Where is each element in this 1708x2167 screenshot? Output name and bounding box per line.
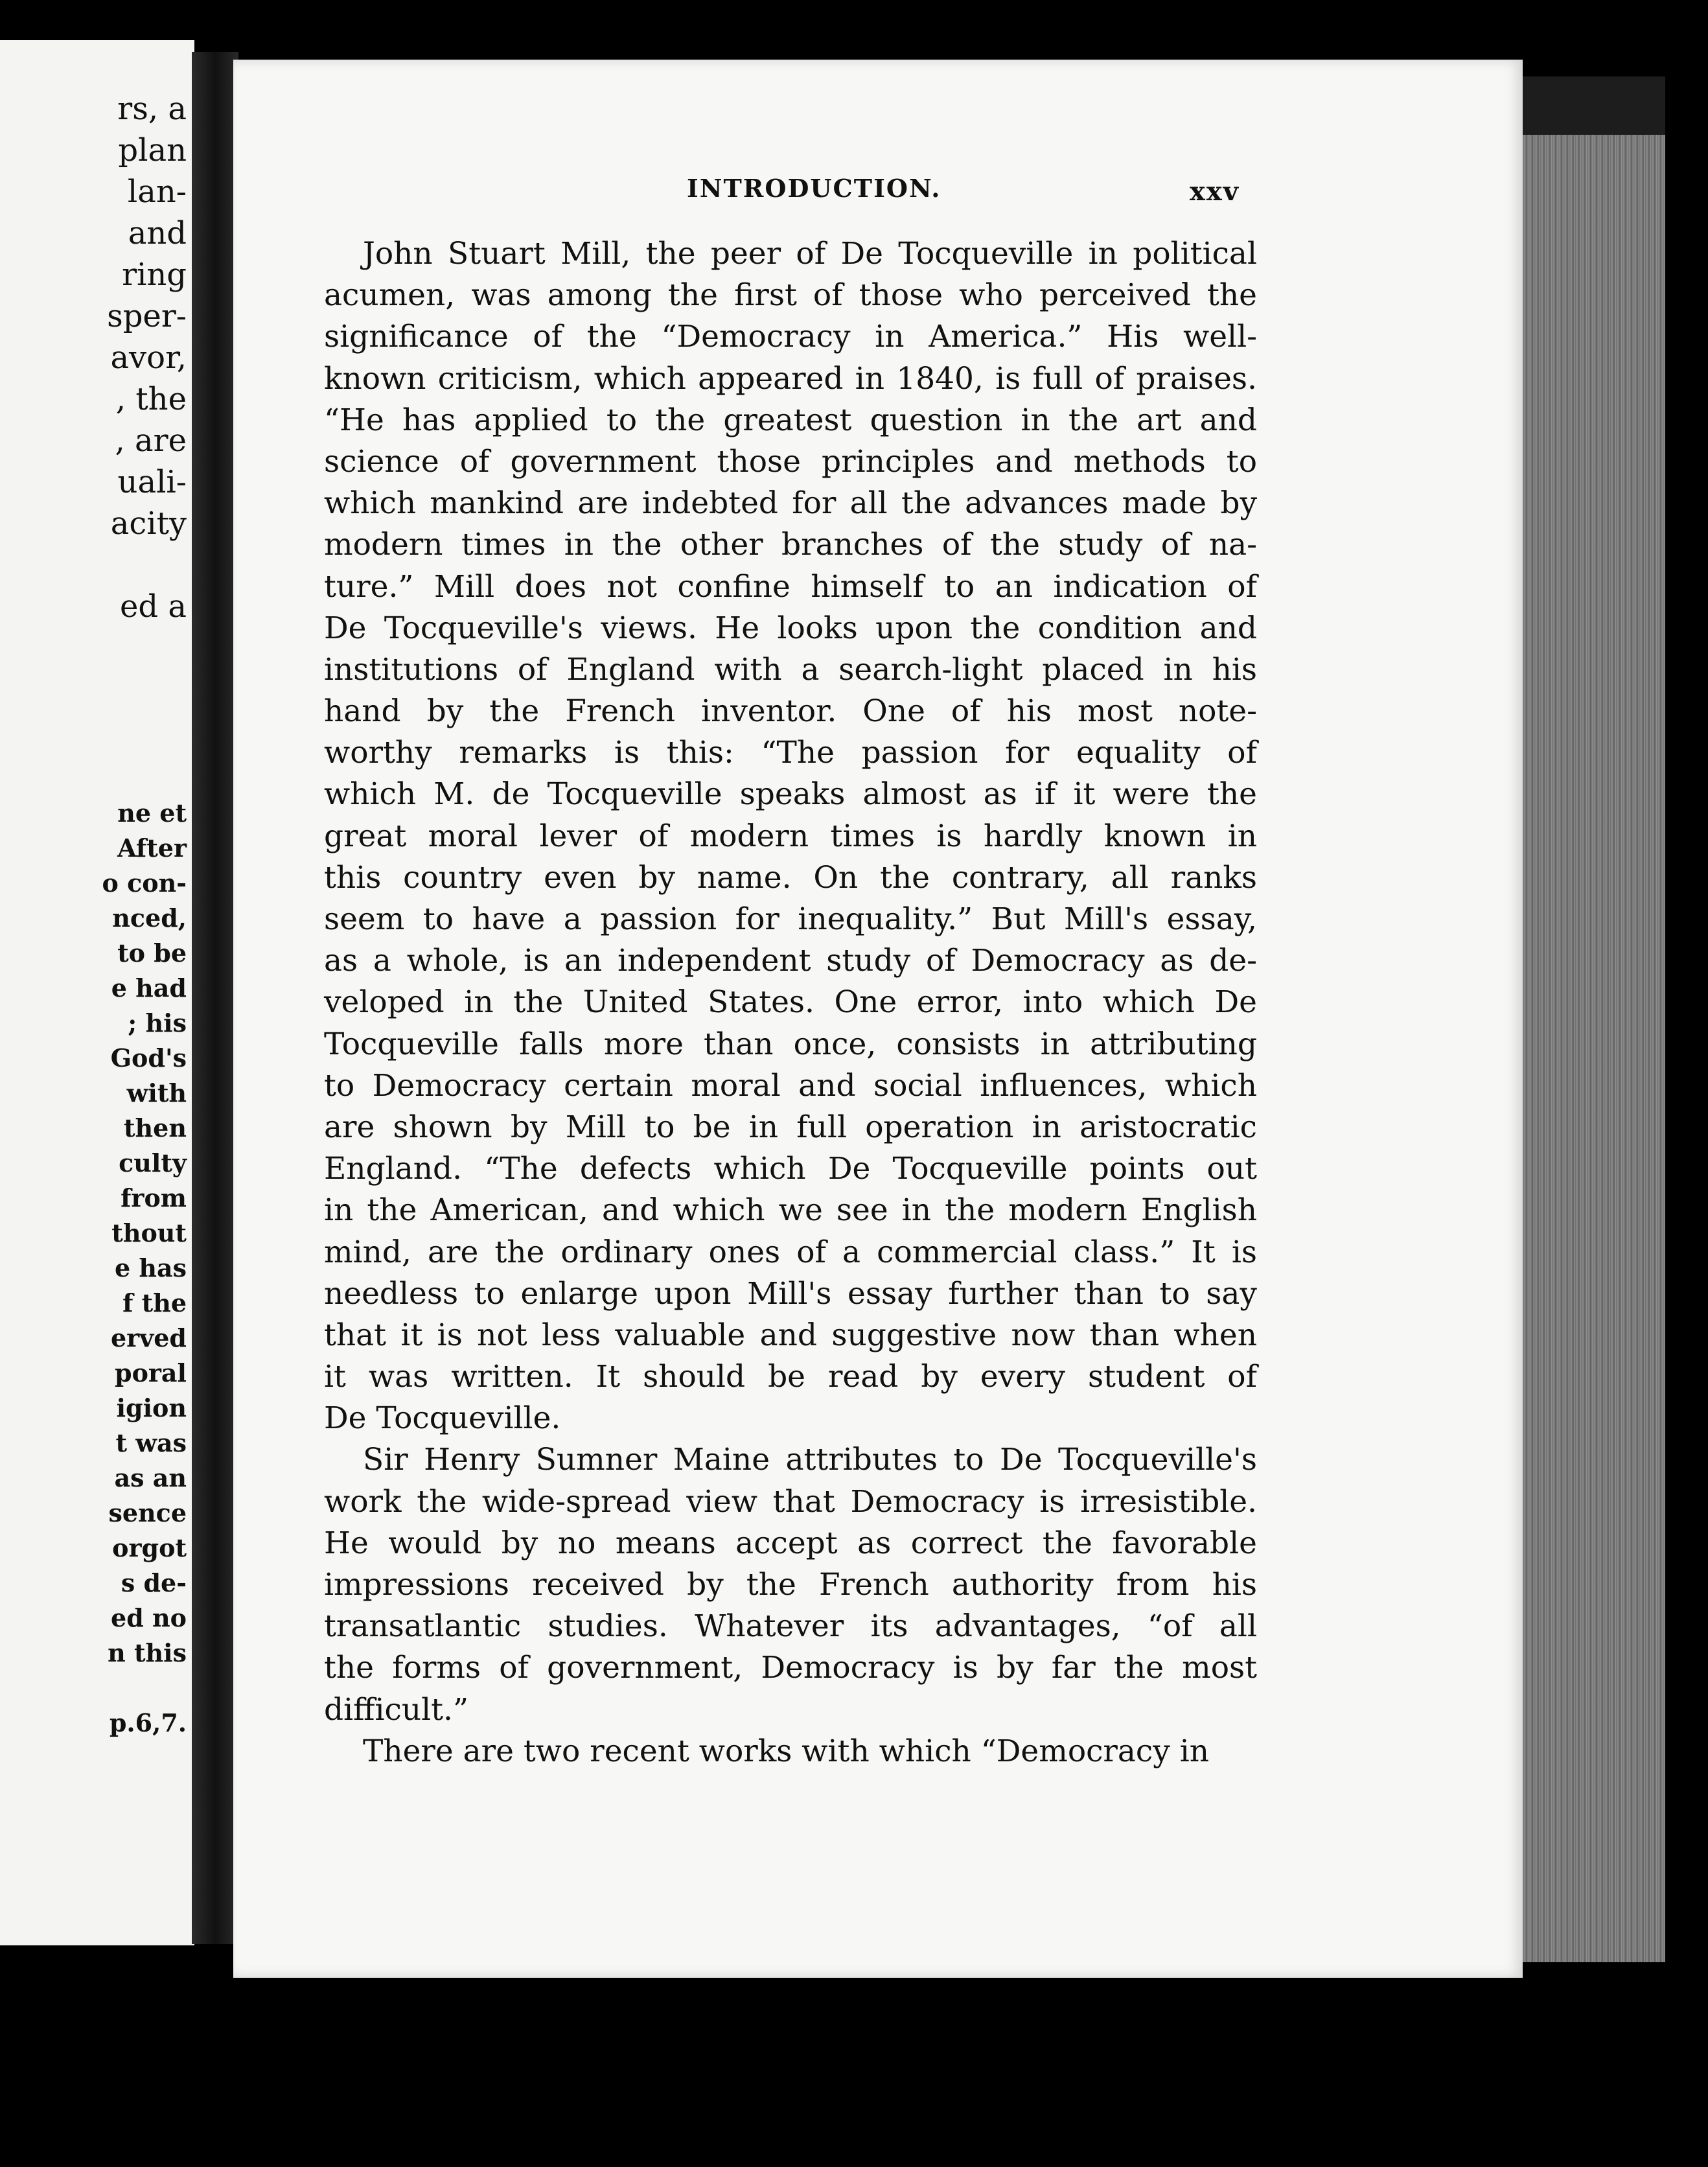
text-line: that it is not less valuable and suggestive now than when — [324, 1317, 1257, 1353]
paragraph — [324, 1731, 1257, 1772]
left-page-fragment: to be — [117, 938, 187, 968]
text-line: modern times in the other branches of the study of na- — [324, 527, 1257, 563]
text-line: work the wide-spread view that Democracy is irresistible. — [324, 1483, 1257, 1520]
left-page-fragment: uali- — [117, 464, 187, 500]
left-page-fragment: with — [126, 1078, 187, 1107]
left-page-fragment: e had — [111, 973, 187, 1002]
body-text — [324, 233, 1257, 1772]
paragraph — [324, 1439, 1257, 1730]
text-line: as a whole, is an independent study of Democracy as de- — [324, 943, 1257, 979]
text-line: great moral lever of modern times is hardly known in — [324, 818, 1257, 854]
left-page-fragment: , are — [115, 423, 187, 459]
text-line: John Stuart Mill, the peer of De Tocqueville in political — [363, 236, 1257, 272]
running-head: INTRODUCTION. — [687, 174, 941, 203]
text-line: which M. de Tocqueville speaks almost as if it were the — [324, 776, 1257, 813]
left-page-fragment: orgot — [112, 1533, 187, 1562]
left-page-fragment: rs, a — [117, 91, 187, 127]
left-page-fragment: acity — [110, 505, 187, 542]
text-line: which mankind are indebted for all the advances made by — [324, 485, 1257, 522]
text-line: De Tocqueville. — [324, 1400, 561, 1437]
text-line: There are two recent works with which “Democracy in — [363, 1733, 1210, 1769]
text-line: transatlantic studies. Whatever its advantages, “of all — [324, 1608, 1257, 1645]
left-page-fragment: God's — [110, 1043, 187, 1072]
text-line: the forms of government, Democracy is by far the most — [324, 1650, 1257, 1686]
left-page-fragment: ; his — [128, 1008, 187, 1037]
left-page-fragment: o con- — [102, 868, 187, 898]
left-page-fragment: ed no — [111, 1603, 187, 1632]
left-page-fragment: f the — [122, 1288, 187, 1317]
text-line: hand by the French inventor. One of his most note- — [324, 693, 1257, 730]
left-page-fragment: then — [124, 1113, 187, 1142]
text-line: it was written. It should be read by every student of — [324, 1359, 1257, 1395]
left-page-fragment: from — [121, 1183, 187, 1212]
text-line: needless to enlarge upon Mill's essay further than to say — [324, 1275, 1257, 1312]
left-page-fragment: igion — [116, 1393, 187, 1422]
book-fore-edge — [1523, 76, 1665, 1962]
left-page-fragment: plan — [118, 132, 187, 168]
left-page-fragment: avor, — [110, 340, 187, 376]
text-line: impressions received by the French authority from his — [324, 1567, 1257, 1603]
text-line: De Tocqueville's views. He looks upon the condition and — [324, 610, 1257, 646]
left-page-fragment: thout — [111, 1218, 187, 1247]
text-line: ture.” Mill does not confine himself to an indication of — [324, 568, 1257, 605]
left-page-fragment: ring — [122, 257, 187, 293]
text-line: known criticism, which appeared in 1840, is full of praises. — [324, 360, 1257, 397]
left-page-fragment: sence — [108, 1498, 187, 1527]
text-line: He would by no means accept as correct the favorable — [324, 1525, 1257, 1561]
left-page-fragment: p.6,7. — [109, 1708, 187, 1737]
left-page-fragment: After — [117, 833, 187, 863]
text-line: seem to have a passion for inequality.” But Mill's essay, — [324, 901, 1257, 937]
left-page-fragment: s de- — [121, 1568, 187, 1597]
text-line: “He has applied to the greatest question in the art and — [324, 402, 1257, 438]
text-line: to Democracy certain moral and social influences, which — [324, 1067, 1257, 1104]
left-page-fragment: ne et — [117, 798, 187, 828]
left-page-fragment: , the — [115, 381, 187, 417]
text-line: acumen, was among the first of those who perceived the — [324, 277, 1257, 314]
text-line: institutions of England with a search-light placed in his — [324, 651, 1257, 688]
left-page-fragment: culty — [119, 1148, 187, 1177]
left-page-fragment: sper- — [107, 298, 187, 334]
text-line: England. “The defects which De Tocqueville points out — [324, 1151, 1257, 1187]
text-line: mind, are the ordinary ones of a commercial class.” It is — [324, 1234, 1257, 1270]
text-line: veloped in the United States. One error, into which De — [324, 984, 1257, 1021]
text-line: science of government those principles and methods to — [324, 443, 1257, 480]
text-line: Sir Henry Sumner Maine attributes to De Tocqueville's — [363, 1442, 1257, 1478]
text-line: difficult.” — [324, 1691, 469, 1728]
text-line: this country even by name. On the contrary, all ranks — [324, 859, 1257, 896]
text-line: Tocqueville falls more than once, consists in attributing — [324, 1026, 1257, 1062]
left-page-fragment: erved — [110, 1323, 187, 1352]
left-page-fragment: n this — [108, 1638, 187, 1667]
left-page-fragment: t was — [115, 1428, 187, 1457]
book-gutter — [192, 52, 238, 1944]
left-page-fragment: lan- — [127, 174, 187, 210]
text-line: significance of the “Democracy in America.” His well- — [324, 319, 1257, 355]
paragraph — [324, 233, 1257, 1439]
left-page-fragment: poral — [115, 1358, 187, 1387]
left-page-fragment: and — [128, 215, 187, 251]
left-page-fragment: ed a — [119, 588, 187, 625]
facing-page-left — [0, 40, 194, 1945]
text-line: worthy remarks is this: “The passion for equality of — [324, 735, 1257, 771]
left-page-fragment: nced, — [112, 903, 187, 933]
text-line: in the American, and which we see in the modern English — [324, 1192, 1257, 1229]
text-line: are shown by Mill to be in full operation in aristocratic — [324, 1109, 1257, 1145]
left-page-fragment: e has — [114, 1253, 187, 1282]
page-number: xxv — [1190, 176, 1240, 207]
left-page-fragment: as an — [114, 1463, 187, 1492]
